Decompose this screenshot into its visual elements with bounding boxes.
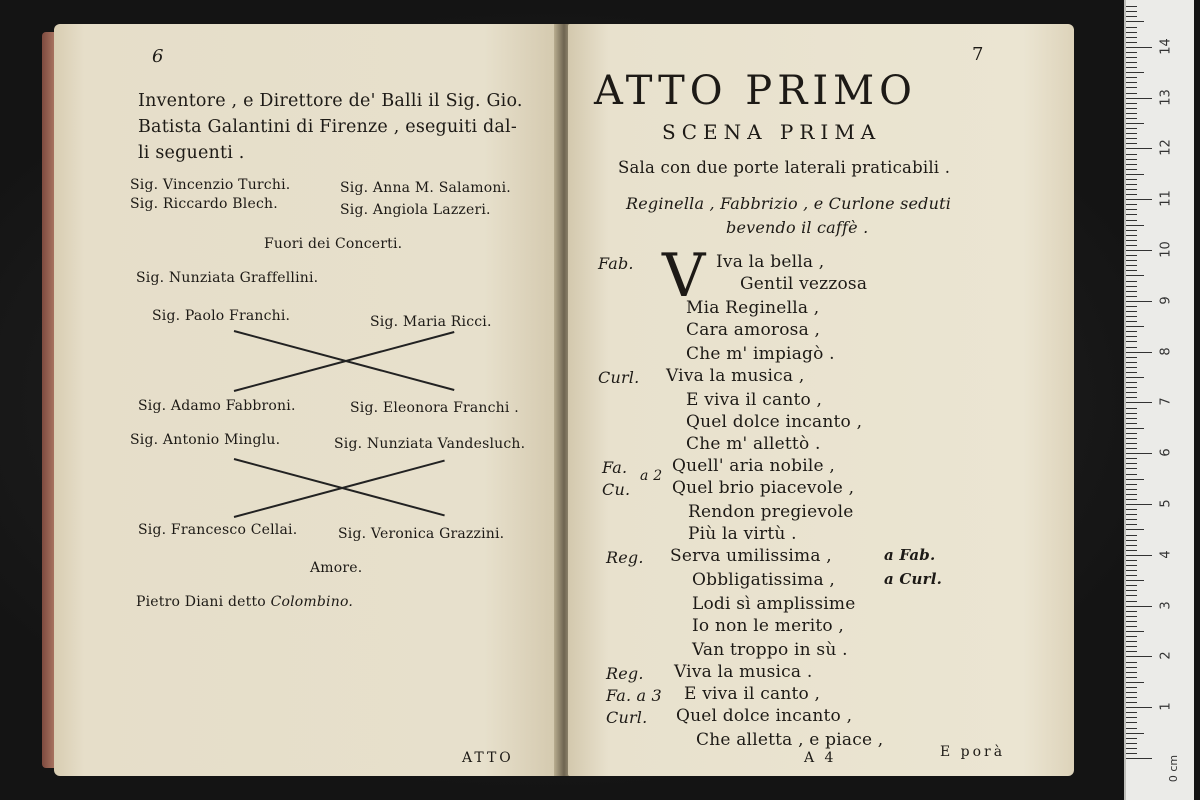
ruler-tick <box>1126 641 1137 642</box>
intro-line-3: li seguenti . <box>138 143 245 163</box>
left-page <box>54 24 560 776</box>
ruler-tick <box>1126 636 1137 637</box>
measuring-ruler <box>1124 0 1194 800</box>
ruler-tick <box>1126 514 1137 515</box>
ruler-tick <box>1126 448 1137 449</box>
ruler-tick <box>1126 87 1137 88</box>
verse-line: Serva umilissima , <box>670 546 832 566</box>
aside-note: a Curl. <box>884 570 943 588</box>
right-page <box>568 24 1074 776</box>
ruler-number: 14 <box>1158 38 1174 55</box>
ruler-tick <box>1126 250 1152 251</box>
ruler-tick <box>1126 16 1137 17</box>
ruler-tick <box>1126 341 1137 342</box>
colombino-name: Colombino. <box>270 594 353 610</box>
ruler-tick <box>1126 296 1137 297</box>
ruler-tick <box>1126 611 1137 612</box>
ruler-tick <box>1126 463 1137 464</box>
ruler-tick <box>1126 184 1137 185</box>
ruler-tick <box>1126 555 1152 556</box>
ruler-tick <box>1126 204 1137 205</box>
ruler-tick <box>1126 260 1137 261</box>
dancer-name: Sig. Nunziata Vandesluch. <box>334 436 526 452</box>
pietro-name: Pietro Diani detto <box>136 594 266 610</box>
setting-line: Sala con due porte laterali praticabili . <box>618 158 951 177</box>
ruler-tick <box>1126 47 1152 48</box>
ruler-number: 4 <box>1158 550 1174 559</box>
ruler-tick <box>1126 98 1152 99</box>
verse-line: Più la virtù . <box>688 524 797 544</box>
ruler-tick <box>1126 580 1144 581</box>
scene-title: SCENA PRIMA <box>662 120 882 144</box>
verse-line: Gentil vezzosa <box>740 274 868 294</box>
ruler-tick <box>1126 331 1137 332</box>
ruler-tick <box>1126 646 1137 647</box>
ruler-tick <box>1126 159 1137 160</box>
ruler-tick <box>1126 306 1137 307</box>
aside-note: a Fab. <box>884 546 936 564</box>
ruler-tick <box>1126 42 1137 43</box>
intro-line-2: Batista Galantini di Firenze , eseguiti dal- <box>138 117 517 137</box>
ruler-tick <box>1126 606 1152 607</box>
ruler-tick <box>1126 438 1137 439</box>
ruler-tick <box>1126 687 1137 688</box>
pietro-line <box>136 594 353 610</box>
ruler-tick <box>1126 601 1137 602</box>
ruler-tick <box>1126 21 1144 22</box>
ruler-tick <box>1126 179 1137 180</box>
ruler-tick <box>1126 270 1137 271</box>
verse-line: Mia Reginella , <box>686 298 820 318</box>
ruler-tick <box>1126 656 1152 657</box>
ruler-tick <box>1126 707 1152 708</box>
ruler-tick <box>1126 667 1137 668</box>
ruler-tick <box>1126 367 1137 368</box>
ruler-tick <box>1126 397 1137 398</box>
ruler-tick <box>1126 550 1137 551</box>
ruler-tick <box>1126 408 1137 409</box>
ruler-tick <box>1126 169 1137 170</box>
verse-line: Obbligatissima , <box>692 570 836 590</box>
ruler-tick <box>1126 82 1137 83</box>
verse-line: Iva la bella , <box>716 252 825 272</box>
ruler-tick <box>1126 6 1137 7</box>
left-page-number: 6 <box>152 46 164 67</box>
ruler-tick <box>1126 565 1137 566</box>
verse-line: Quel dolce incanto , <box>676 706 853 726</box>
ruler-tick <box>1126 484 1137 485</box>
ruler-tick <box>1126 148 1152 149</box>
ruler-tick <box>1126 225 1144 226</box>
ruler-tick <box>1126 499 1137 500</box>
dancer-name: Sig. Antonio Minglu. <box>130 432 281 448</box>
ruler-tick <box>1126 214 1137 215</box>
ruler-tick <box>1126 560 1137 561</box>
ruler-tick <box>1126 692 1137 693</box>
verse-line: Rendon pregievole <box>688 502 854 522</box>
ruler-tick <box>1126 265 1137 266</box>
ruler-tick <box>1126 418 1137 419</box>
speaker-label: Curl. <box>598 368 640 387</box>
ruler-tick <box>1126 11 1137 12</box>
ruler-tick <box>1126 585 1137 586</box>
dancer-name: Sig. Riccardo Blech. <box>130 196 278 212</box>
ruler-tick <box>1126 590 1137 591</box>
ruler-number: 10 <box>1158 241 1174 258</box>
ruler-tick <box>1126 479 1144 480</box>
ruler-tick <box>1126 443 1137 444</box>
ruler-tick <box>1126 428 1144 429</box>
ruler-tick <box>1126 524 1137 525</box>
intro-line-1: Inventore , e Direttore de' Balli il Sig. Gio. <box>138 91 523 111</box>
ruler-tick <box>1126 326 1144 327</box>
ruler-tick <box>1126 402 1152 403</box>
verse-line: Cara amorosa , <box>686 320 821 340</box>
dancer-name: Sig. Adamo Fabbroni. <box>138 398 296 414</box>
ruler-tick <box>1126 753 1137 754</box>
ruler-tick <box>1126 433 1137 434</box>
ruler-tick <box>1126 758 1152 759</box>
ruler-tick <box>1126 72 1144 73</box>
ruler-tick <box>1126 413 1137 414</box>
ruler-tick <box>1126 677 1137 678</box>
ruler-tick <box>1126 377 1144 378</box>
right-catchword: E porà <box>940 744 1006 760</box>
ruler-tick <box>1126 697 1137 698</box>
ruler-tick <box>1126 662 1137 663</box>
ruler-tick <box>1126 387 1137 388</box>
a2-marker: a 2 <box>640 468 663 484</box>
ruler-tick <box>1126 545 1137 546</box>
ruler-tick <box>1126 32 1137 33</box>
dancer-name: Sig. Maria Ricci. <box>370 314 492 330</box>
verse-line: Quell' aria nobile , <box>672 456 835 476</box>
verse-line: Viva la musica , <box>666 366 805 386</box>
ruler-tick <box>1126 138 1137 139</box>
fuori-heading: Fuori dei Concerti. <box>264 236 403 252</box>
ruler-unit-label: 0 cm <box>1167 754 1181 783</box>
dancer-name: Sig. Nunziata Graffellini. <box>136 270 319 286</box>
ruler-tick <box>1126 240 1137 241</box>
ruler-tick <box>1126 52 1137 53</box>
ruler-tick <box>1126 336 1137 337</box>
ruler-tick <box>1126 504 1152 505</box>
ruler-tick <box>1126 154 1137 155</box>
ruler-tick <box>1126 108 1137 109</box>
left-catchword: ATTO <box>462 750 514 766</box>
stage-direction: bevendo il caffè . <box>726 218 869 237</box>
ruler-number: 12 <box>1158 139 1174 157</box>
ruler-tick <box>1126 733 1144 734</box>
ruler-tick <box>1126 616 1137 617</box>
ruler-tick <box>1126 748 1137 749</box>
ruler-tick <box>1126 311 1137 312</box>
ruler-tick <box>1126 570 1137 571</box>
ruler-tick <box>1126 27 1137 28</box>
ruler-tick <box>1126 235 1137 236</box>
ruler-tick <box>1126 230 1137 231</box>
ruler-tick <box>1126 67 1137 68</box>
ruler-tick <box>1126 143 1137 144</box>
ruler-tick <box>1126 392 1137 393</box>
ruler-tick <box>1126 77 1137 78</box>
ruler-tick <box>1126 626 1137 627</box>
ruler-tick <box>1126 651 1137 652</box>
ruler-tick <box>1126 62 1137 63</box>
ruler-tick <box>1126 362 1137 363</box>
ruler-tick <box>1126 128 1137 129</box>
ruler-tick <box>1126 474 1137 475</box>
ruler-tick <box>1126 453 1152 454</box>
ruler-tick <box>1126 189 1137 190</box>
speaker-label: Fa. <box>602 458 628 477</box>
ruler-tick <box>1126 245 1137 246</box>
dancer-name: Sig. Eleonora Franchi . <box>350 400 519 416</box>
act-title: ATTO PRIMO <box>594 68 917 114</box>
dancer-name: Sig. Francesco Cellai. <box>138 522 298 538</box>
verse-line: Io non le merito , <box>692 616 845 636</box>
ruler-tick <box>1126 113 1137 114</box>
ruler-tick <box>1126 93 1137 94</box>
speaker-label: Reg. <box>606 548 644 567</box>
ruler-number: 9 <box>1158 296 1174 305</box>
ruler-tick <box>1126 494 1137 495</box>
ruler-tick <box>1126 489 1137 490</box>
ruler-tick <box>1126 672 1137 673</box>
verse-line: Che m' impiagò . <box>686 344 835 364</box>
ruler-tick <box>1126 712 1137 713</box>
dancer-name: Sig. Angiola Lazzeri. <box>340 202 491 218</box>
ruler-tick <box>1126 743 1137 744</box>
ruler-tick <box>1126 529 1144 530</box>
ruler-tick <box>1126 194 1137 195</box>
ruler-tick <box>1126 595 1137 596</box>
ruler-number: 7 <box>1158 397 1174 407</box>
ruler-tick <box>1126 357 1137 358</box>
ruler-tick <box>1126 123 1144 124</box>
ruler-tick <box>1126 347 1137 348</box>
verse-line: Quel brio piacevole , <box>672 478 855 498</box>
ruler-tick <box>1126 702 1137 703</box>
ruler-tick <box>1126 423 1137 424</box>
ruler-tick <box>1126 575 1137 576</box>
ruler-number: 11 <box>1158 190 1174 207</box>
speaker-label: Fa. a 3 <box>606 686 662 705</box>
ruler-tick <box>1126 535 1137 536</box>
ruler-tick <box>1126 133 1137 134</box>
verse-line: Che alletta , e piace , <box>696 730 884 750</box>
ruler-number: 3 <box>1158 600 1174 610</box>
speaker-label: Fab. <box>598 254 634 273</box>
ruler-tick <box>1126 174 1144 175</box>
ruler-tick <box>1126 286 1137 287</box>
signature-mark: A 4 <box>804 750 837 766</box>
ruler-tick <box>1126 509 1137 510</box>
ruler-number: 5 <box>1158 499 1174 508</box>
ruler-number: 2 <box>1158 651 1174 661</box>
verse-line: E viva il canto , <box>684 684 821 704</box>
ruler-tick <box>1126 382 1137 383</box>
verse-line: Quel dolce incanto , <box>686 412 863 432</box>
ruler-tick <box>1126 220 1137 221</box>
dancer-name: Sig. Vincenzio Turchi. <box>130 177 291 193</box>
ruler-tick <box>1126 37 1137 38</box>
ruler-tick <box>1126 728 1137 729</box>
open-book <box>42 24 1076 776</box>
stage-direction: Reginella , Fabbrizio , e Curlone seduti <box>626 194 952 213</box>
dancer-name: Sig. Paolo Franchi. <box>152 308 291 324</box>
ruler-tick <box>1126 631 1144 632</box>
ruler-tick <box>1126 164 1137 165</box>
ruler-tick <box>1126 103 1137 104</box>
verse-line: Che m' allettò . <box>686 434 821 454</box>
ruler-number: 13 <box>1158 88 1174 106</box>
speaker-label: Curl. <box>606 708 648 727</box>
ruler-tick <box>1126 199 1152 200</box>
speaker-label: Cu. <box>602 480 631 499</box>
ruler-number: 8 <box>1158 346 1174 356</box>
ruler-tick <box>1126 621 1137 622</box>
verse-line: Van troppo in sù . <box>692 640 848 660</box>
ruler-number: 6 <box>1158 448 1174 457</box>
ruler-number: 1 <box>1158 702 1174 711</box>
ruler-tick <box>1126 540 1137 541</box>
ruler-tick <box>1126 352 1152 353</box>
ruler-tick <box>1126 57 1137 58</box>
ruler-tick <box>1126 738 1137 739</box>
amore-line: Amore. <box>310 560 363 576</box>
ruler-tick <box>1126 458 1137 459</box>
drop-cap: V <box>662 241 706 311</box>
verse-line: E viva il canto , <box>686 390 823 410</box>
ruler-tick <box>1126 321 1137 322</box>
right-page-number: 7 <box>972 44 984 65</box>
ruler-tick <box>1126 316 1137 317</box>
ruler-tick <box>1126 275 1144 276</box>
ruler-tick <box>1126 301 1152 302</box>
ruler-tick <box>1126 468 1137 469</box>
ruler-tick <box>1126 281 1137 282</box>
ruler-tick <box>1126 291 1137 292</box>
dancer-name: Sig. Anna M. Salamoni. <box>340 180 511 196</box>
ruler-tick <box>1126 722 1137 723</box>
verse-line: Lodi sì amplissime <box>692 594 856 614</box>
verse-line: Viva la musica . <box>674 662 813 682</box>
ruler-tick <box>1126 682 1144 683</box>
ruler-tick <box>1126 717 1137 718</box>
speaker-label: Reg. <box>606 664 644 683</box>
ruler-tick <box>1126 209 1137 210</box>
ruler-tick <box>1126 372 1137 373</box>
ruler-tick <box>1126 255 1137 256</box>
ruler-tick <box>1126 519 1137 520</box>
ruler-tick <box>1126 118 1137 119</box>
dancer-name: Sig. Veronica Grazzini. <box>338 526 505 542</box>
